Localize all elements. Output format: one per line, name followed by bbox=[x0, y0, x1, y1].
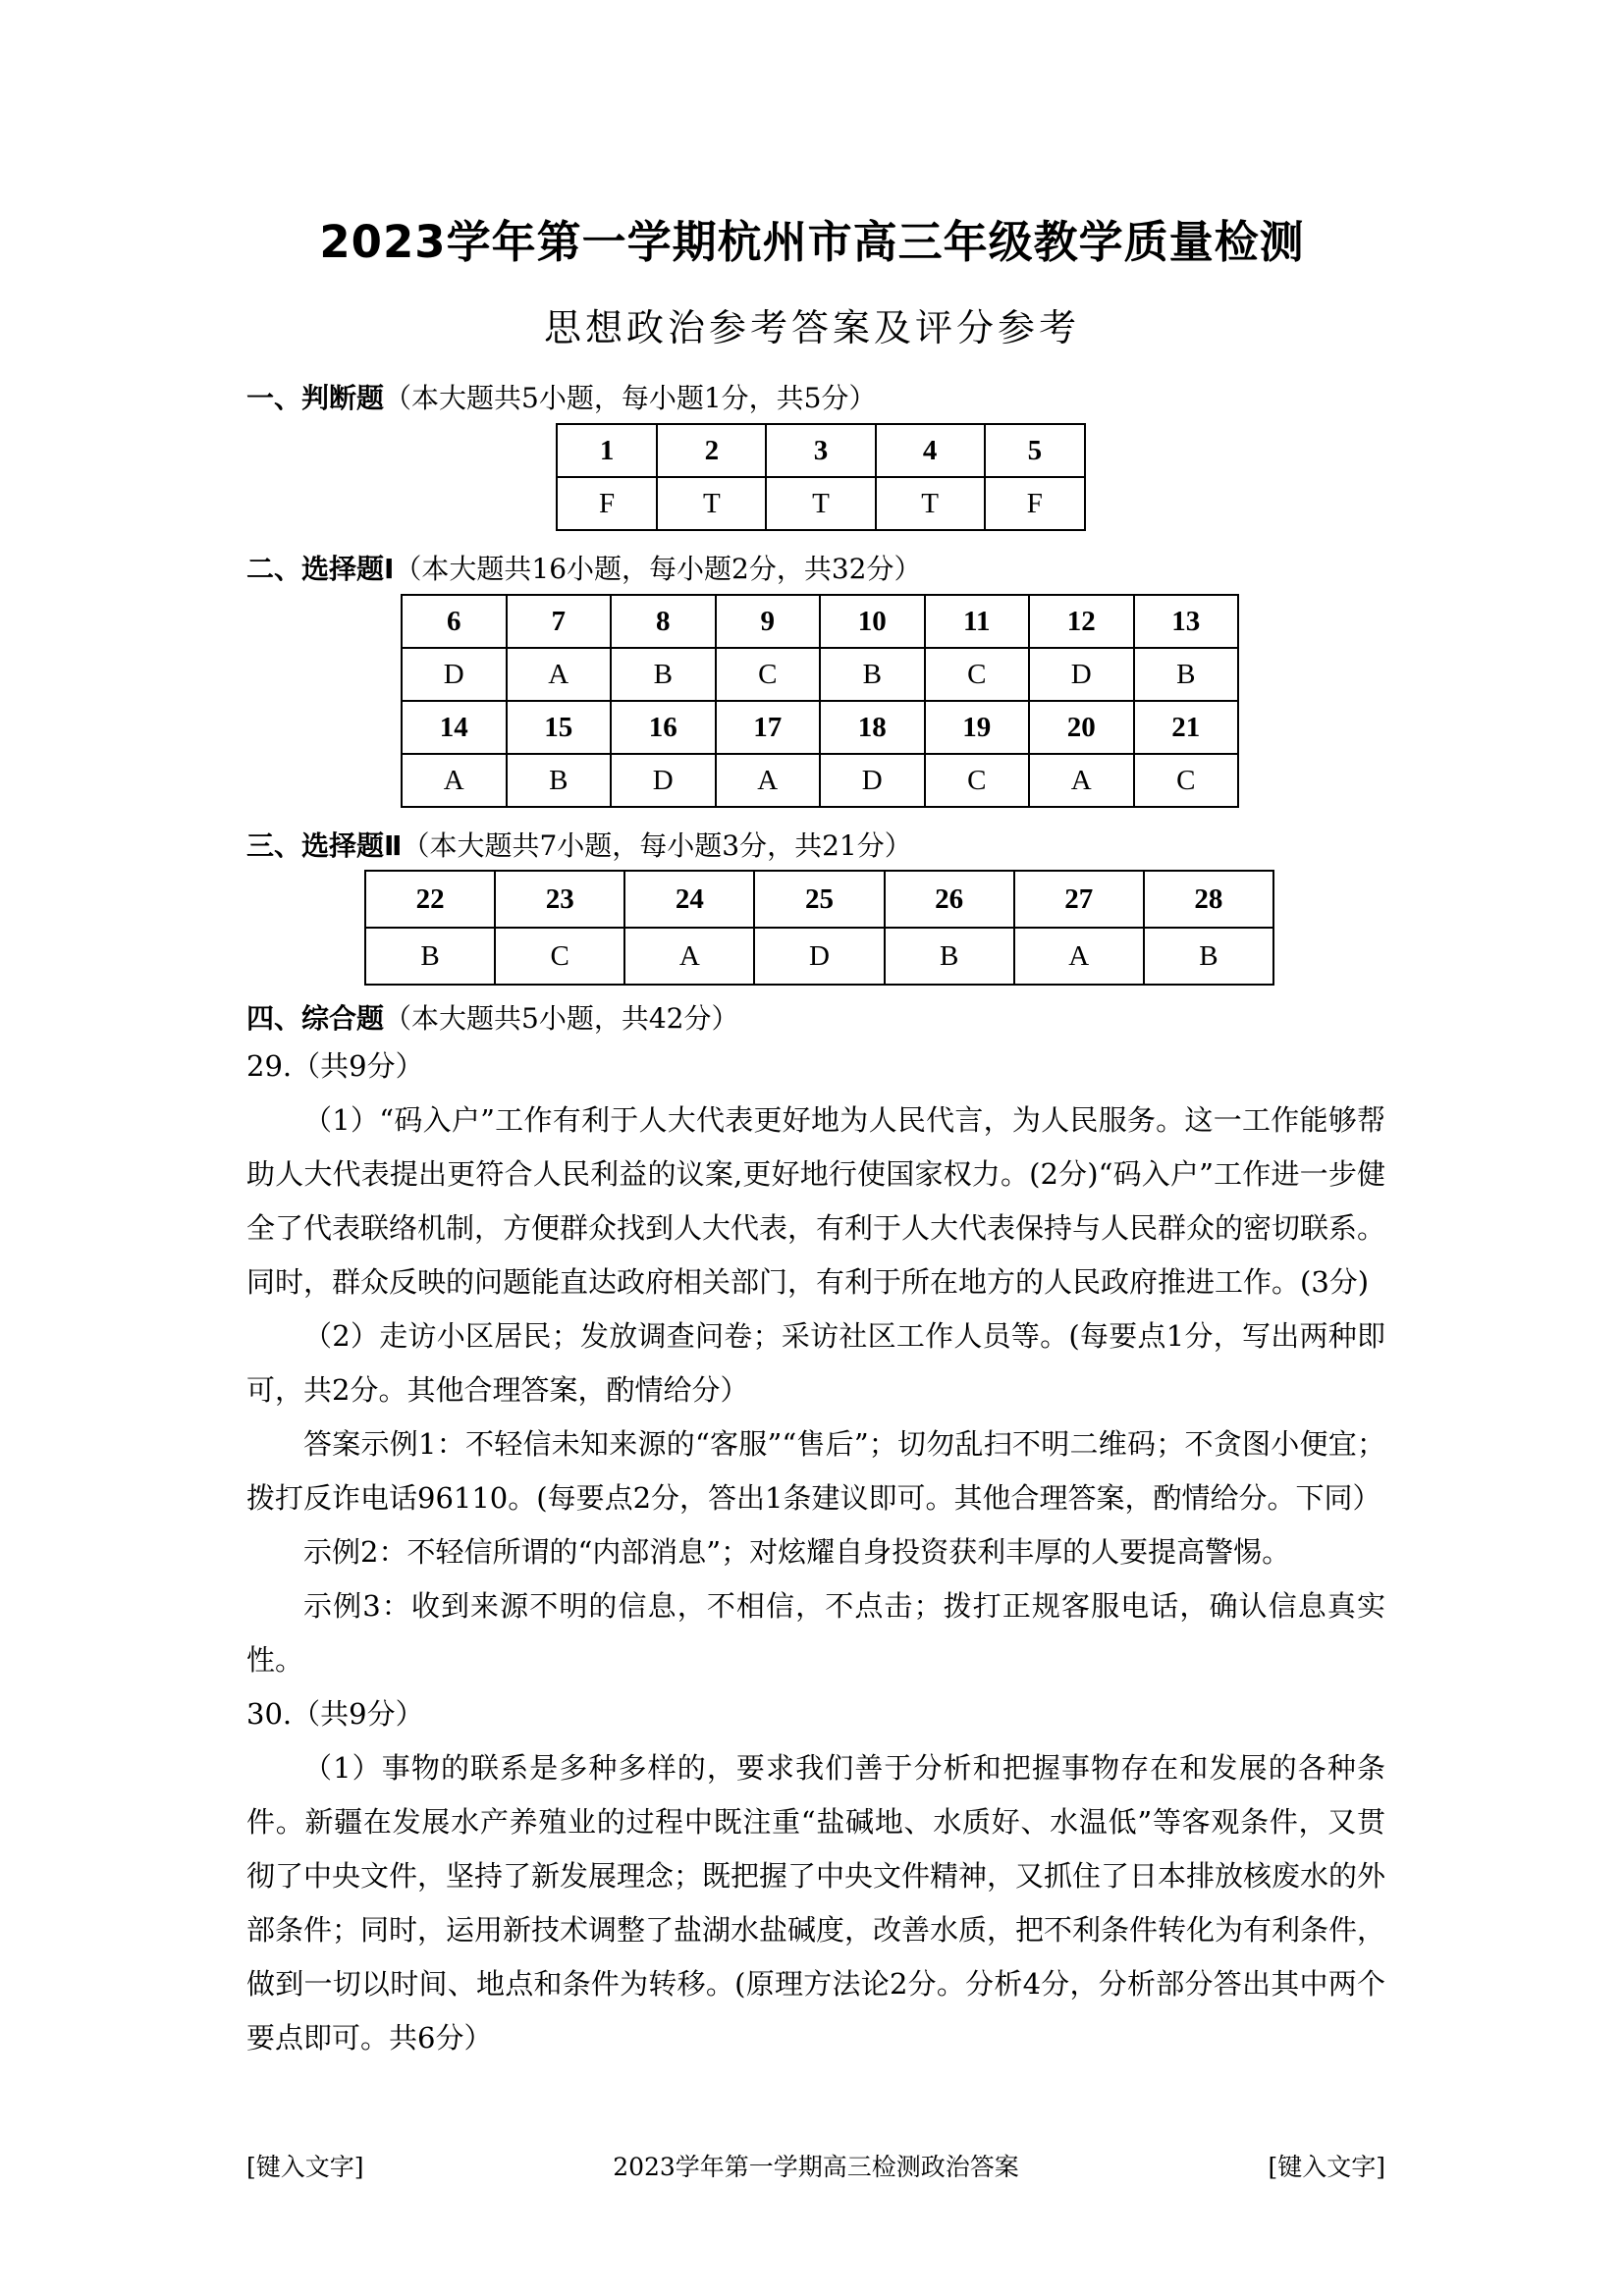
answer-cell: D bbox=[402, 648, 507, 701]
question-number: 5 bbox=[985, 424, 1085, 477]
page-footer bbox=[246, 2148, 1385, 2183]
question-number: 19 bbox=[925, 701, 1030, 754]
answer-cell: D bbox=[820, 754, 925, 807]
section-1-note: （本大题共5小题，每小题1分，共5分） bbox=[384, 382, 877, 414]
table-row bbox=[402, 648, 1238, 701]
document-subtitle: 思想政治参考答案及评分参考 bbox=[543, 306, 1080, 349]
section-2-label: 二、选择题Ⅰ bbox=[246, 553, 395, 585]
answer-cell: F bbox=[557, 477, 657, 530]
footer-right-placeholder: [键入文字] bbox=[1268, 2153, 1385, 2181]
answer-cell: A bbox=[507, 648, 612, 701]
question-number: 17 bbox=[716, 701, 821, 754]
choice-1-answer-table bbox=[401, 594, 1239, 808]
section-4-label: 四、综合题 bbox=[246, 1002, 385, 1035]
answer-paragraph: （2）走访小区居民；发放调查问卷；采访社区工作人员等。(每要点1分，写出两种即可，共2分。其他合理答案，酌情给分） bbox=[246, 1319, 1385, 1407]
question-number: 22 bbox=[365, 871, 495, 928]
question-number: 7 bbox=[507, 595, 612, 648]
section-2-note: （本大题共16小题，每小题2分，共32分） bbox=[394, 553, 922, 585]
answer-cell: C bbox=[925, 754, 1030, 807]
answer-body bbox=[246, 1040, 1385, 2065]
answer-cell: T bbox=[657, 477, 766, 530]
question-number: 10 bbox=[820, 595, 925, 648]
question-number: 12 bbox=[1029, 595, 1134, 648]
question-number: 28 bbox=[1144, 871, 1273, 928]
answer-cell: A bbox=[1014, 928, 1144, 985]
question-number: 24 bbox=[624, 871, 754, 928]
question-number: 23 bbox=[495, 871, 624, 928]
table-row bbox=[557, 424, 1085, 477]
section-3-label: 三、选择题Ⅱ bbox=[246, 829, 403, 862]
true-false-answer-table bbox=[556, 423, 1086, 531]
question-number: 8 bbox=[611, 595, 716, 648]
section-3-note: （本大题共7小题，每小题3分，共21分） bbox=[402, 829, 912, 862]
answer-cell: C bbox=[1134, 754, 1239, 807]
question-number: 16 bbox=[611, 701, 716, 754]
question-number: 2 bbox=[657, 424, 766, 477]
question-number: 4 bbox=[876, 424, 985, 477]
answer-paragraph: （1）“码入户”工作有利于人大代表更好地为人民代言，为人民服务。这一工作能够帮助人大代表提出更符合人民利益的议案,更好地行使国家权力。(2分)“码入户”工作进一步健全了代表联络机制，方便群众找到人大代表，有利于人大代表保持与人民群众的密切联系。同时，群众反映的问题能直达政府相关部门，有利于所在地方的人民政府推进工作。(3分) bbox=[246, 1103, 1386, 1299]
answer-cell: A bbox=[624, 928, 754, 985]
answer-cell: B bbox=[820, 648, 925, 701]
section-1-label: 一、判断题 bbox=[246, 382, 385, 414]
table-row bbox=[402, 754, 1238, 807]
answer-cell: C bbox=[716, 648, 821, 701]
question-number: 14 bbox=[402, 701, 507, 754]
answer-paragraph: （1）事物的联系是多种多样的，要求我们善于分析和把握事物存在和发展的各种条件。新疆在发展水产养殖业的过程中既注重“盐碱地、水质好、水温低”等客观条件，又贯彻了中央文件，坚持了新发展理念；既把握了中央文件精神，又抓住了日本排放核废水的外部条件；同时，运用新技术调整了盐湖水盐碱度，改善水质，把不利条件转化为有利条件，做到一切以时间、地点和条件为转移。(原理方法论2分。分析4分，分析部分答出其中两个要点即可。共6分） bbox=[246, 1751, 1386, 2055]
answer-paragraph: 示例2：不轻信所谓的“内部消息”；对炫耀自身投资获利丰厚的人要提高警惕。 bbox=[303, 1535, 1291, 1569]
question-number: 27 bbox=[1014, 871, 1144, 928]
section-3-heading bbox=[246, 825, 912, 864]
answer-cell: B bbox=[1134, 648, 1239, 701]
question-heading: 30.（共9分） bbox=[246, 1697, 424, 1731]
question-number: 1 bbox=[557, 424, 657, 477]
answer-cell: F bbox=[985, 477, 1085, 530]
choice-2-answer-table bbox=[364, 870, 1274, 986]
table-row bbox=[402, 701, 1238, 754]
answer-paragraph: 答案示例1：不轻信未知来源的“客服”“售后”；切勿乱扫不明二维码；不贪图小便宜；拨打反诈电话96110。(每要点2分，答出1条建议即可。其他合理答案，酌情给分。下同） bbox=[246, 1427, 1385, 1515]
question-number: 21 bbox=[1134, 701, 1239, 754]
question-number: 11 bbox=[925, 595, 1030, 648]
section-2-heading bbox=[246, 548, 922, 587]
answer-cell: B bbox=[1144, 928, 1273, 985]
question-number: 18 bbox=[820, 701, 925, 754]
answer-cell: D bbox=[611, 754, 716, 807]
table-row bbox=[365, 928, 1273, 985]
answer-cell: B bbox=[365, 928, 495, 985]
question-number: 13 bbox=[1134, 595, 1239, 648]
section-4-note: （本大题共5小题，共42分） bbox=[384, 1002, 739, 1035]
question-number: 25 bbox=[754, 871, 884, 928]
answer-cell: A bbox=[1029, 754, 1134, 807]
footer-center-title: 2023学年第一学期高三检测政治答案 bbox=[613, 2153, 1019, 2181]
table-row bbox=[402, 595, 1238, 648]
table-row bbox=[365, 871, 1273, 928]
question-heading: 29.（共9分） bbox=[246, 1049, 424, 1083]
footer-left-placeholder: [键入文字] bbox=[246, 2153, 364, 2181]
answer-cell: A bbox=[716, 754, 821, 807]
table-row bbox=[557, 477, 1085, 530]
question-number: 15 bbox=[507, 701, 612, 754]
answer-cell: T bbox=[766, 477, 875, 530]
answer-cell: A bbox=[402, 754, 507, 807]
answer-cell: C bbox=[495, 928, 624, 985]
answer-paragraph: 示例3：收到来源不明的信息，不相信，不点击；拨打正规客服电话，确认信息真实性。 bbox=[246, 1589, 1385, 1677]
question-number: 20 bbox=[1029, 701, 1134, 754]
question-number: 9 bbox=[716, 595, 821, 648]
answer-cell: T bbox=[876, 477, 985, 530]
question-number: 26 bbox=[885, 871, 1014, 928]
answer-cell: B bbox=[507, 754, 612, 807]
answer-cell: B bbox=[611, 648, 716, 701]
section-4-heading bbox=[246, 997, 738, 1037]
answer-cell: B bbox=[885, 928, 1014, 985]
answer-cell: D bbox=[1029, 648, 1134, 701]
question-number: 3 bbox=[766, 424, 875, 477]
question-number: 6 bbox=[402, 595, 507, 648]
section-1-heading bbox=[246, 377, 876, 416]
answer-cell: C bbox=[925, 648, 1030, 701]
answer-cell: D bbox=[754, 928, 884, 985]
document-title: 2023学年第一学期杭州市高三年级教学质量检测 bbox=[319, 216, 1305, 268]
